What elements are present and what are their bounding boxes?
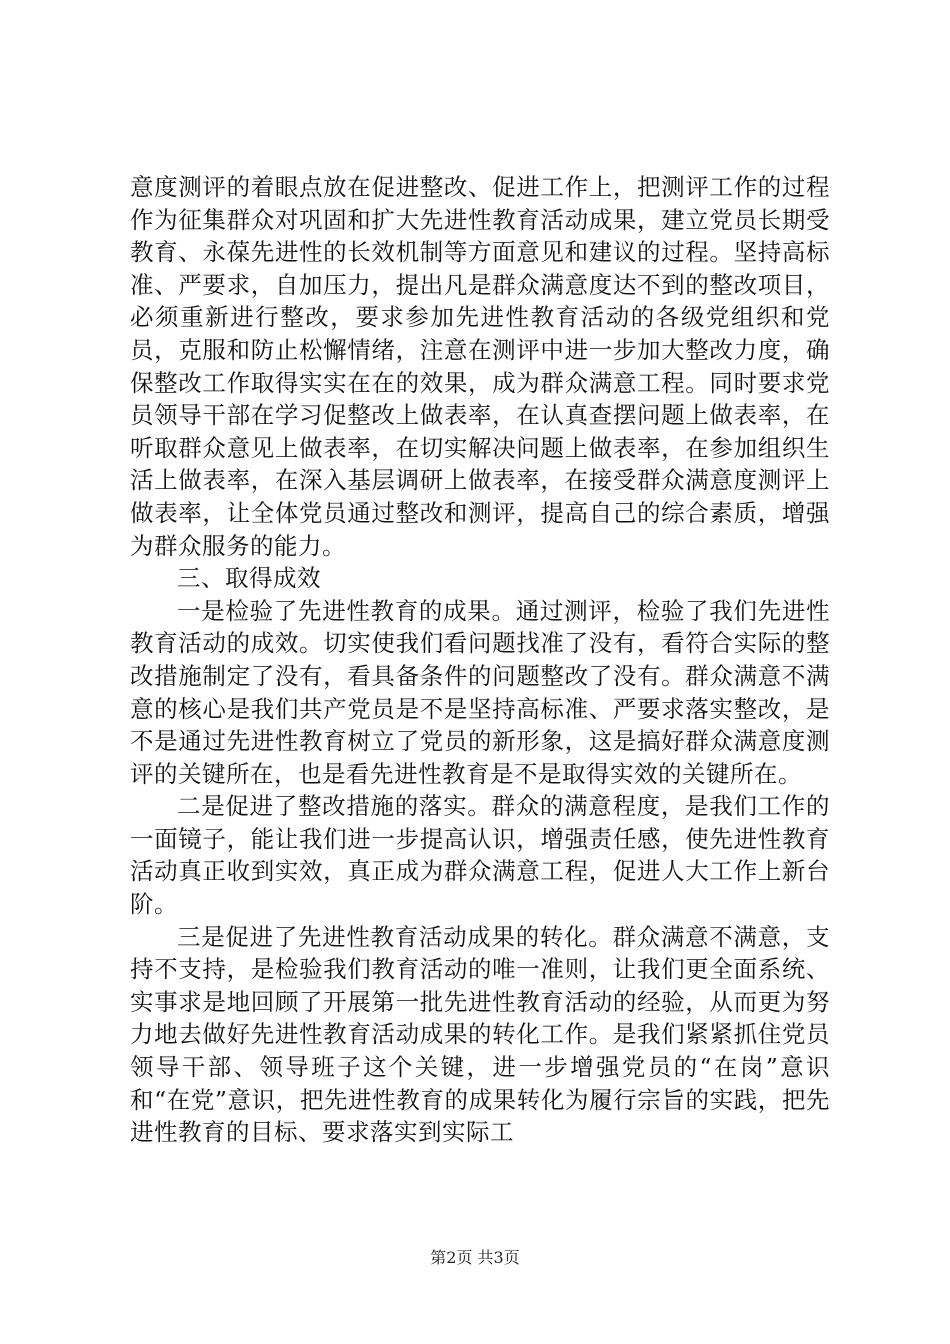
paragraph-continued: 意度测评的着眼点放在促进整改、促进工作上，把测评工作的过程作为征集群众对巩固和扩大先进性教育活动成果，建立党员长期受教育、永葆先进性的长效机制等方面意见和建议的过程。坚持高标准、严要求，自加压力，提出凡是群众满意度达不到的整改项目，必须重新进行整改，要求参加先进性教育活动的各级党组织和党员，克服和防止松懈情绪，注意在测评中进一步加大整改力度，确保整改工作取得实实在在的效果，成为群众满意工程。同时要求党员领导干部在学习促整改上做表率，在认真查摆问题上做表率，在听取群众意见上做表率，在切实解决问题上做表率，在参加组织生活上做表率，在深入基层调研上做表率，在接受群众满意度测评上做表率，让全体党员通过整改和测评，提高自己的综合素质，增强为群众服务的能力。 (130, 173, 830, 560)
section-heading: 三、取得成效 (177, 564, 321, 593)
paragraph: 三是促进了先进性教育活动成果的转化。群众满意不满意，支持不支持，是检验我们教育活动的唯一准则，让我们更全面系统、实事求是地回顾了开展第一批先进性教育活动的经验，从而更为努力地去做好先进性教育活动成果的转化工作。是我们紧紧抓住党员领导干部、领导班子这个关键，进一步增强党员的“在岗”意识和“在党”意识，把先进性教育的成果转化为履行宗旨的实践，把先进性教育的目标、要求落实到实际工 (130, 922, 830, 1147)
document-body (130, 171, 830, 1149)
paragraph: 二是促进了整改措施的落实。群众的满意程度，是我们工作的一面镜子，能让我们进一步提高认识，增强责任感，使先进性教育活动真正收到实效，真正成为群众满意工程，促进人大工作上新台阶。 (130, 792, 830, 919)
paragraph: 一是检验了先进性教育的成果。通过测评，检验了我们先进性教育活动的成效。切实使我们看问题找准了没有，看符合实际的整改措施制定了没有，看具备条件的问题整改了没有。群众满意不满意的核心是我们共产党员是不是坚持高标准、严要求落实整改，是不是通过先进性教育树立了党员的新形象，这是搞好群众满意度测评的关键所在，也是看先进性教育是不是取得实效的关键所在。 (130, 596, 830, 788)
page-number-footer: 第2页 共3页 (430, 1248, 520, 1267)
